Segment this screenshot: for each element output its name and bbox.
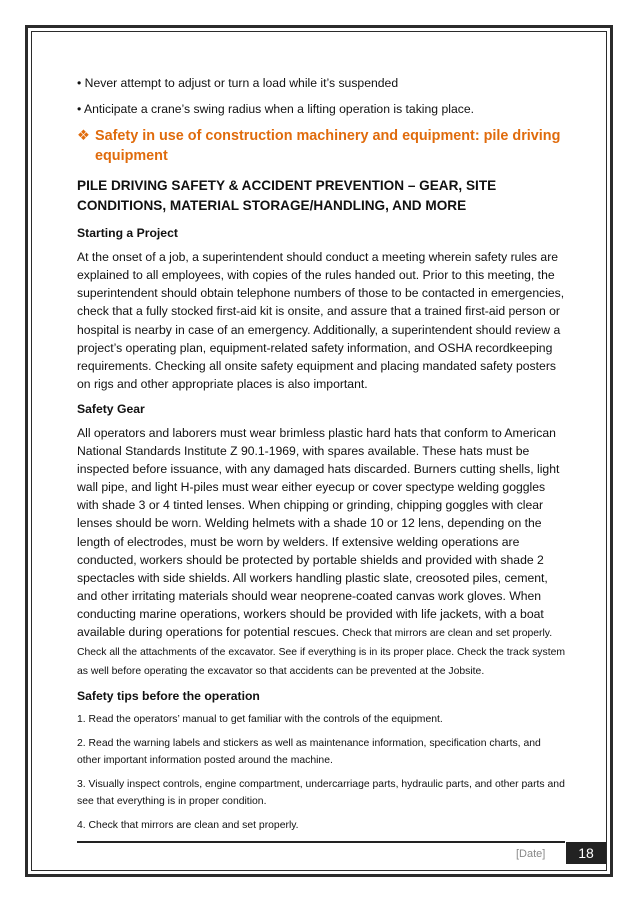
tip-item: 3. Visually inspect controls, engine compartment, undercarriage parts, hydraulic parts, and other parts and see that everything is in proper condition.	[77, 778, 565, 807]
footer-rule	[77, 841, 565, 843]
bullet-line: • Never attempt to adjust or turn a load while it’s suspended	[77, 76, 399, 90]
bullet-line: • Anticipate a crane’s swing radius when a lifting operation is taking place.	[77, 102, 474, 117]
gear-paragraph	[77, 424, 565, 680]
gear-body-small: Check that mirrors are clean and set properly. Check all the attachments of the excavator. See if everything is in its proper place. Check the track system as well before operating the excavator so that accidents can be prevented at the Jobsite.	[77, 627, 566, 677]
gear-heading: Safety Gear	[77, 401, 145, 416]
tips-heading: Safety tips before the operation	[77, 688, 260, 703]
section-heading	[77, 126, 565, 166]
tip-item: 4. Check that mirrors are clean and set properly.	[77, 819, 299, 831]
footer-date: [Date]	[516, 848, 546, 860]
gear-body: All operators and laborers must wear brimless plastic hard hats that conform to American National Standards Institute Z 90.1-1969, with spares available. These hats must be inspected before issuance, with any damaged hats discarded. Burners cutting shells, light wall pipe, and light H-piles must wear either eyecup or cover spectype welding goggles with shade 3 or 4 tinted lenses. When chipping or grinding, chipping goggles with clear lenses should be worn. Welding helmets with a shade 10 or 12 lens, depending on the length of electrodes, must be worn by welders. If extensive welding operations are conducted, workers should be protected by portable shields and provided with shade 2 spectacles with side shields. All workers handling plastic slate, creosoted piles, cement, and other irritating materials should wear neoprene-coated canvas work gloves. When conducting marine operations, workers should be provided with life jackets, with a boat available during operations for potential rescues.	[77, 425, 560, 639]
starting-heading: Starting a Project	[77, 226, 178, 241]
section-heading-text: Safety in use of construction machinery and equipment: pile driving equipment	[95, 128, 561, 165]
tip-item: 1. Read the operators’ manual to get familiar with the controls of the equipment.	[77, 713, 443, 725]
tip-item: 2. Read the warning labels and stickers as well as maintenance information, specification charts, and other important information posted around the machine.	[77, 737, 541, 766]
diamond-bullet-icon: ❖	[77, 128, 90, 145]
page-number: 18	[566, 842, 606, 864]
main-heading: PILE DRIVING SAFETY & ACCIDENT PREVENTION – GEAR, SITE CONDITIONS, MATERIAL STORAGE/HANDLING, AND MORE	[77, 178, 497, 214]
starting-body: At the onset of a job, a superintendent should conduct a meeting wherein safety rules are explained to all employees, with copies of the rules handed out. Prior to this meeting, the superintendent should obtain telephone numbers of those to be contacted in emergencies, check that a fully stocked first-aid kit is onsite, and assure that a trained first-aid person or hospital is nearby in case of an emergency. Additionally, a superintendent should review a project’s operating plan, equipment-related safety information, and OSHA recordkeeping requirements. Checking all onsite safety equipment and placing mandated safety posters on rigs and other appropriate places is also important.	[77, 250, 565, 391]
page-content	[77, 74, 565, 841]
